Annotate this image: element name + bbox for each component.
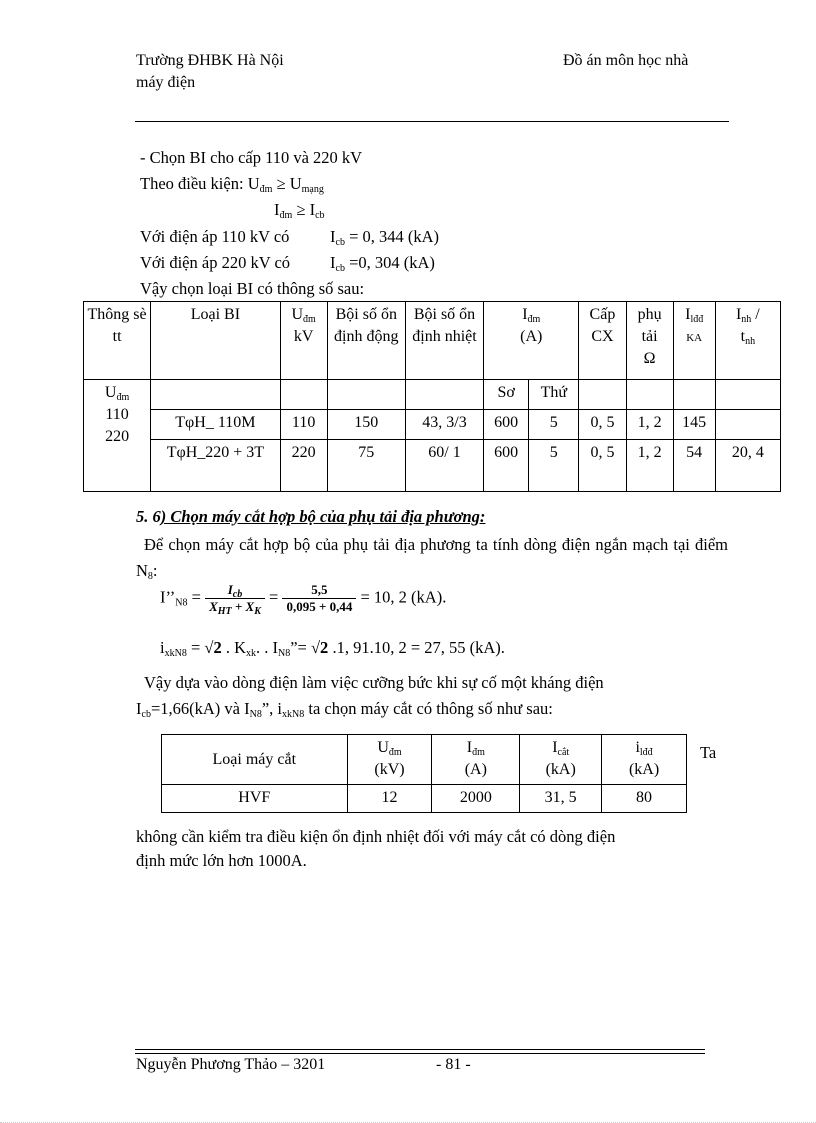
paragraph-3-line-1: không cần kiểm tra điều kiện ổn định nhiệt đối với máy cắt có dòng điện [136,827,616,846]
bi-table-row-0 [84,380,781,410]
td-r2-inh: 20, 4 [715,440,780,492]
td-r1-boi2: 43, 3/3 [405,410,483,440]
body-line-4: Với điện áp 110 kV có [140,227,290,246]
td-r2-ildd: 54 [673,440,715,492]
th-u-dm-2: $U_{đm}$ (kV) [347,735,432,785]
paragraph-2-line-1: Vậy dựa vào dòng điện làm việc cưỡng bức khi sự cố một kháng điện [144,673,604,692]
body-line-1: - Chọn BI cho cấp 110 và 220 kV [140,148,363,167]
th-loai-may-cat: Loại máy cắt [162,735,348,785]
paragraph-3-line-2: định mức lớn hơn 1000A. [136,851,307,870]
body-line-4-value: $I_{cb} = 0$, 344 (kA) [330,227,440,248]
th-i-dm: $I_{đm}$ (A) [484,302,579,380]
td-r2-cap: 0, 5 [579,440,626,492]
th-phu-tai: phụ tải Ω [626,302,673,380]
td-r1-inh [715,410,780,440]
td-r1-cap: 0, 5 [579,410,626,440]
th-cap-cx: Cấp CX [579,302,626,380]
fraction-1: $\frac{I_{cb}}{X_{HT} + X_K}$ [205,582,265,615]
td-r2-loai: TφH_220 + 3T [151,440,280,492]
body-line-5-value: $I_{cb} =0$, 304 (kA) [330,253,435,274]
paragraph-2-line-2: $I_{cb}=1,66(kA)$ và $I_{N8}$”, $i_{xkN8}$ ta chọn máy cắt có thông số như sau: [136,699,553,720]
header-right: Đồ án môn học nhà [563,52,689,69]
td-r2-thu: 5 [529,440,579,492]
header-school: Trường ĐHBK Hà Nội [136,52,284,69]
th-u-dm: $U_{đm}$ kV [280,302,327,380]
td-hvf: HVF [162,785,348,813]
body-line-5: Với điện áp 220 kV có [140,253,291,272]
footer-rule-1 [135,1049,705,1050]
breaker-table [161,734,687,813]
td-r1-boi1: 150 [327,410,405,440]
th-boi-so-dong: Bội số ổn định động [327,302,405,380]
td-r1-ildd: 145 [673,410,715,440]
th-inh-tnh: $I_{nh}$ / $t_{nh}$ [715,302,780,380]
th-boi-so-nhiet: Bội số ổn định nhiệt [405,302,483,380]
th-i-dm-2: $I_{đm}$ (A) [432,735,520,785]
td-r1-u: 110 [280,410,327,440]
td-r2-boi2: 60/ 1 [405,440,483,492]
bi-table-header [84,302,781,380]
body-line-3: $I_{đm} \ge I_{cb}$ [274,200,325,221]
td-r2-boi1: 75 [327,440,405,492]
th-i-ldd: $I_{lđđ}$ KA [673,302,715,380]
td-hvf-icat: 31, 5 [520,785,602,813]
paragraph-1: Để chọn máy cắt hợp bộ của phụ tải địa phương ta tính dòng điện ngắn mạch tại điểm $N_8$: [136,535,728,582]
footer-page-number: - 81 - [436,1056,471,1073]
header-rule [135,121,729,122]
fraction-2: $\frac{5,5}{0,095 + 0,44}$ [282,582,356,615]
formula-1: $I’’_{N8}$ = $\frac{I_{cb}}{X_{HT} + X_K}$ = $\frac{5,5}{0,095 + 0,44}$ = 10, 2 (kA). [160,582,447,617]
td-r1-loai: TφH_ 110M [151,410,280,440]
body-line-6: Vậy chọn loại BI có thông số sau: [140,279,365,298]
td-so: Sơ [484,380,529,410]
th-thong-so: Thông sè tt [84,302,151,380]
bi-table-row-1 [84,410,781,440]
th-i-ldd-2: $i_{lđđ}$ (kA) [602,735,687,785]
header-subject: máy điện [136,74,196,91]
th-loai-bi: Loại BI [151,302,280,380]
td-hvf-i: 2000 [432,785,520,813]
body-line-2: Theo điều kiện: $U_{đm} \ge U_{mạng}$ [140,174,324,195]
td-u-dm-group: $U_{đm}$ 110 220 [84,380,151,492]
td-r1-phu: 1, 2 [626,410,673,440]
footer-rule-2 [135,1053,705,1054]
breaker-table-header [162,735,687,785]
td-hvf-u: 12 [347,785,432,813]
breaker-table-row [162,785,687,813]
footer-author: Nguyễn Phương Thảo – 3201 [136,1056,326,1073]
td-r1-thu: 5 [529,410,579,440]
bi-table-row-2 [84,440,781,492]
header-left [136,50,284,94]
ta-text: Ta [700,743,717,762]
td-r2-u: 220 [280,440,327,492]
td-thu: Thứ [529,380,579,410]
section-heading: 5. 6) Chọn máy cắt hợp bộ của phụ tải địa phương: [136,507,486,526]
bi-table [83,301,781,492]
td-r2-so: 600 [484,440,529,492]
th-i-cat: $I_{cắt}$ (kA) [520,735,602,785]
td-hvf-ildd: 80 [602,785,687,813]
td-r2-phu: 1, 2 [626,440,673,492]
formula-2: $i_{xkN8} = √2$ . $K_{xk}$. . $I_{N8}”= √2$ .1, 91.10, 2 = 27, 55 (kA). [160,638,505,659]
td-r1-so: 600 [484,410,529,440]
